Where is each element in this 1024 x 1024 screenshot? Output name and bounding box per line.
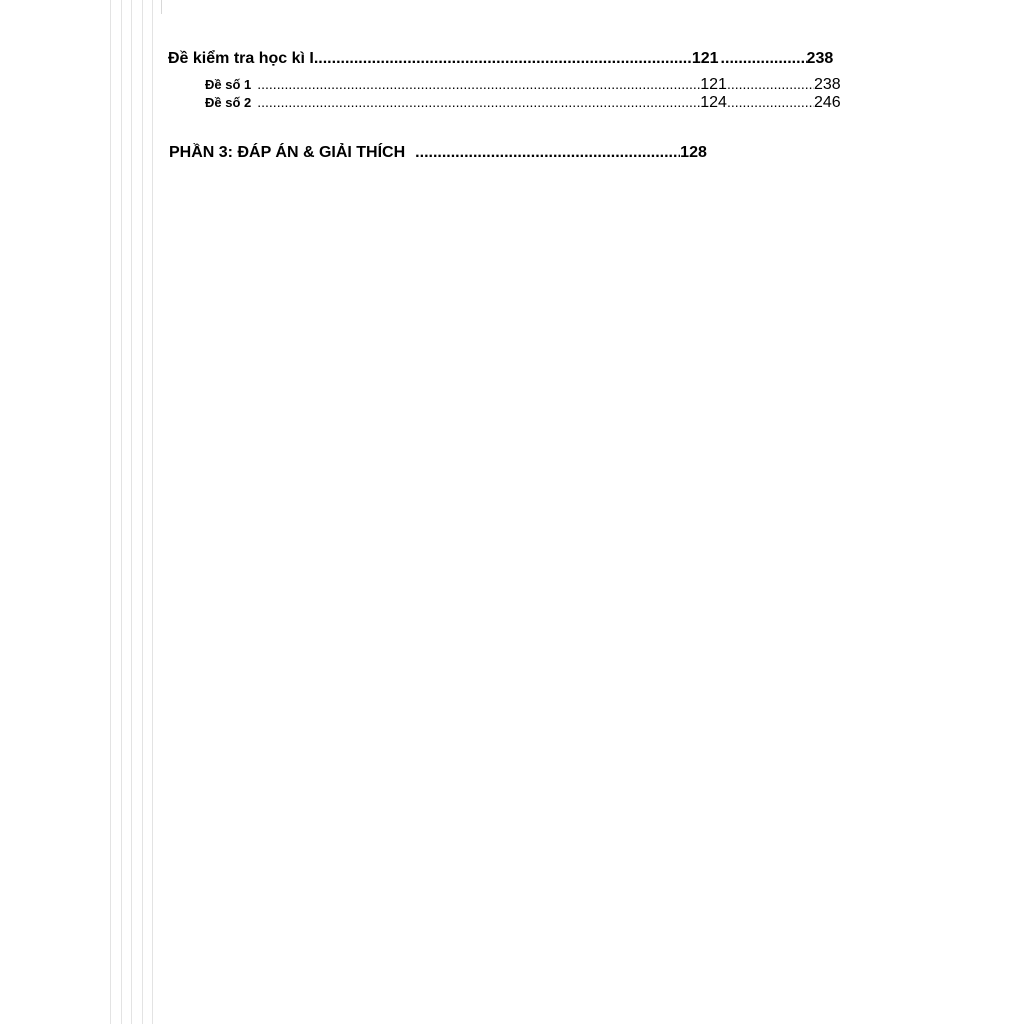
toc-entry-sub [205,76,855,94]
toc-entry-title: PHẦN 3: ĐÁP ÁN & GIẢI THÍCH [169,144,406,161]
toc-entry-page: 121 [691,50,719,67]
toc-entry-sub [205,94,855,112]
dot-leader [257,76,700,92]
toc-entry-answer-page: 238 [806,50,834,67]
toc-entry-answer-page: 238 [813,76,841,93]
toc-entry-page: 124 [700,94,727,111]
dot-leader [415,144,680,162]
toc-entry-answer-page: 246 [813,94,841,111]
toc-entry-part [169,144,739,162]
dot-leader [727,76,814,92]
toc-entry-section [168,50,854,68]
dot-leader [727,94,814,110]
toc-entry-page: 121 [700,76,727,93]
toc-entry-title: Đề số 2 [205,95,252,110]
dot-leader [314,50,692,68]
dot-leader [721,50,807,68]
toc-entry-page: 128 [680,144,707,161]
dot-leader [257,94,700,110]
toc-entry-title: Đề số 1 [205,77,252,92]
toc-entry-title: Đề kiểm tra học kì I [168,50,314,67]
